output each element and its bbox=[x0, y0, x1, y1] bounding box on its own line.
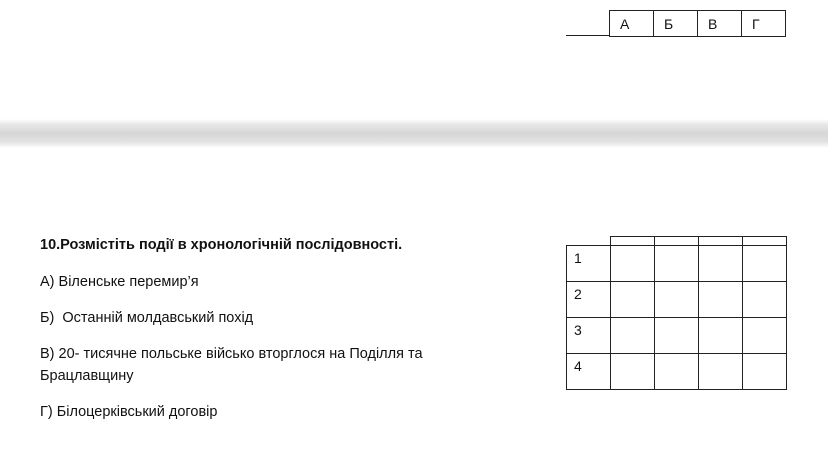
answer-cell[interactable] bbox=[698, 282, 742, 318]
header-g: Г bbox=[742, 11, 786, 37]
answer-cell[interactable] bbox=[610, 354, 654, 390]
answer-grid bbox=[566, 236, 787, 390]
answer-cell[interactable] bbox=[610, 282, 654, 318]
option-b: Б) Останній молдавський похід bbox=[40, 310, 254, 326]
header-a: А bbox=[610, 11, 654, 37]
answer-header-table bbox=[609, 10, 786, 37]
option-v: В) 20- тисячне польське військо вторглося на Поділля та Брацлавщину bbox=[40, 346, 423, 384]
grid-col-head bbox=[742, 237, 786, 246]
answer-cell[interactable] bbox=[654, 282, 698, 318]
answer-cell[interactable] bbox=[698, 246, 742, 282]
row-label: 1 bbox=[567, 246, 611, 282]
page-separator bbox=[0, 119, 828, 148]
header-v: В bbox=[698, 11, 742, 37]
answer-cell[interactable] bbox=[742, 318, 786, 354]
row-label: 4 bbox=[567, 354, 611, 390]
question-title: 10.Розмістіть події в хронологічній послідовності. bbox=[40, 237, 403, 253]
grid-row bbox=[567, 246, 787, 282]
answer-cell[interactable] bbox=[698, 318, 742, 354]
answer-cell[interactable] bbox=[654, 318, 698, 354]
option-g: Г) Білоцерківський договір bbox=[40, 404, 218, 420]
answer-cell[interactable] bbox=[742, 246, 786, 282]
row-label: 2 bbox=[567, 282, 611, 318]
answer-cell[interactable] bbox=[698, 354, 742, 390]
answer-cell[interactable] bbox=[610, 318, 654, 354]
grid-col-head bbox=[610, 237, 654, 246]
grid-col-head bbox=[654, 237, 698, 246]
header-underline bbox=[566, 35, 610, 36]
header-b: Б bbox=[654, 11, 698, 37]
grid-row bbox=[567, 318, 787, 354]
answer-cell[interactable] bbox=[654, 246, 698, 282]
option-a: А) Віленське перемир’я bbox=[40, 274, 199, 290]
answer-cell[interactable] bbox=[742, 282, 786, 318]
answer-cell[interactable] bbox=[742, 354, 786, 390]
answer-cell[interactable] bbox=[610, 246, 654, 282]
grid-row bbox=[567, 354, 787, 390]
grid-row bbox=[567, 282, 787, 318]
answer-cell[interactable] bbox=[654, 354, 698, 390]
row-label: 3 bbox=[567, 318, 611, 354]
grid-col-head bbox=[698, 237, 742, 246]
